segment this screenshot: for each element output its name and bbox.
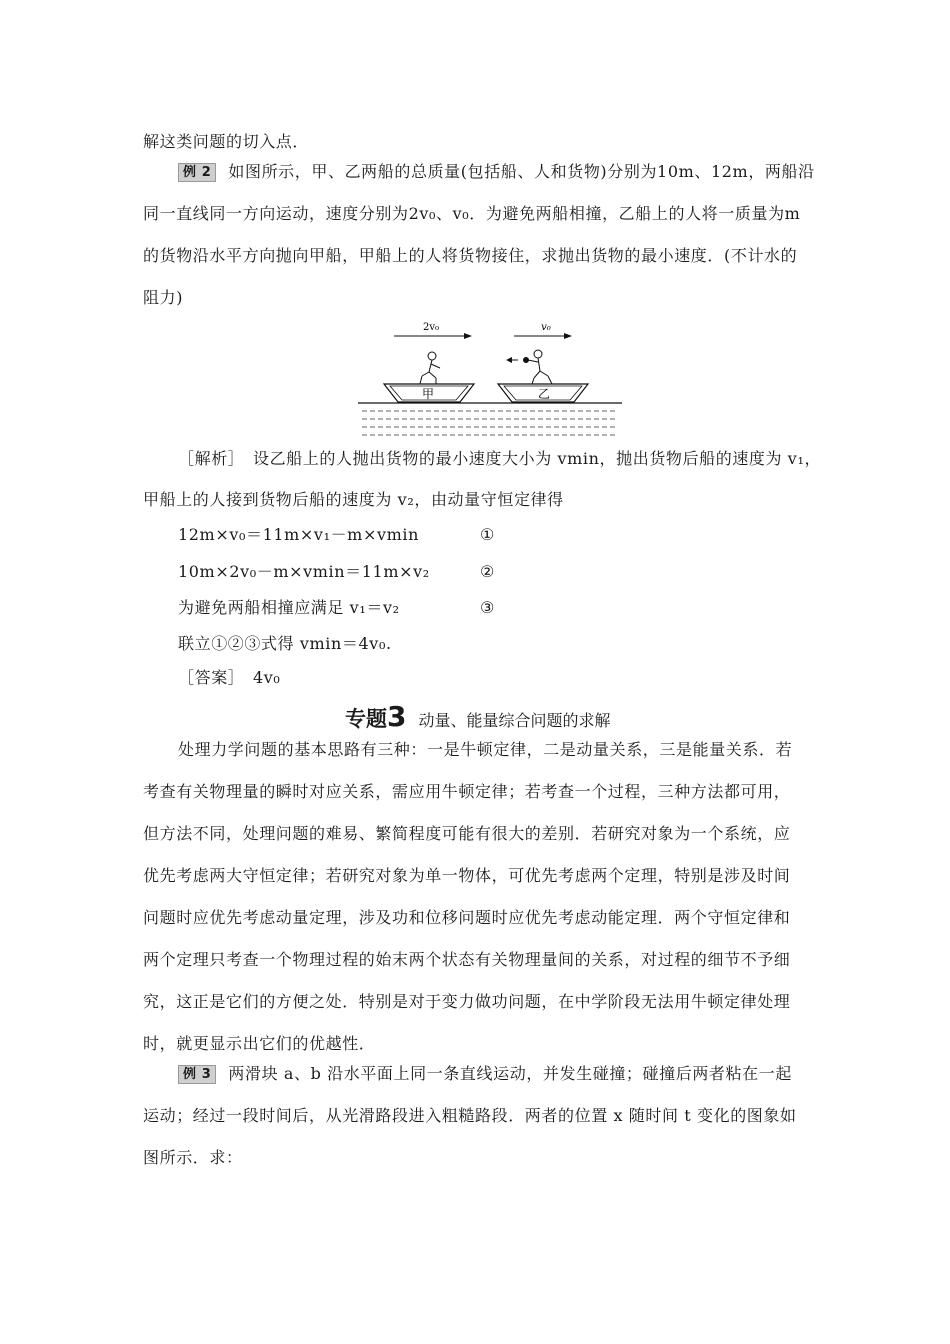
equation-3-number: ③ [480,598,495,617]
intro-tail: 解这类问题的切入点． [143,132,310,151]
equation-1-number: ① [480,525,495,544]
boat-b-label: 乙 [537,387,551,401]
topic3-para-line-1: 处理力学问题的基本思路有三种：一是牛顿定律，二是动量关系，三是能量关系．若 [178,740,793,759]
topic3-para-line-4: 优先考虑两大守恒定律；若研究对象为单一物体，可优先考虑两个定理，特别是涉及时间 [143,866,791,885]
velocity-b-label: v₀ [541,322,551,333]
velocity-a-label: 2v₀ [422,322,440,333]
example3-line-2: 运动；经过一段时间后，从光滑路段进入粗糙路段．两者的位置 x 随时间 t 变化的图象如 [143,1106,797,1125]
topic3-para-line-2: 考查有关物理量的瞬时对应关系，需应用牛顿定律；若考查一个过程，三种方法都可用， [143,782,791,801]
equation-2: 10m×2v₀－m×vmin＝11m×v₂ [178,562,430,581]
equation-3: 为避免两船相撞应满足 v₁＝v₂ [178,598,400,617]
example2-line-2: 同一直线同一方向运动，速度分别为2v₀、v₀．为避免两船相撞，乙船上的人将一质量为m [143,204,801,223]
analysis-line-2: 甲船上的人接到货物后船的速度为 v₂，由动量守恒定律得 [143,490,564,509]
example2-line-4: 阻力) [143,288,184,307]
example3-badge: 例 3 [178,1065,216,1084]
answer: ［答案］ 4v₀ [178,668,281,687]
topic3-para-line-3: 但方法不同，处理问题的难易、繁简程度可能有很大的差别．若研究对象为一个系统，应 [143,824,791,843]
example2-badge: 例 2 [178,163,216,182]
example2-line-1: 例 2 如图所示，甲、乙两船的总质量(包括船、人和货物)分别为10m、12m，两船沿 [178,162,815,182]
example2-line-3: 的货物沿水平方向抛向甲船，甲船上的人将货物接住，求抛出货物的最小速度．(不计水的 [143,246,798,265]
boats-figure [356,318,626,444]
topic3-title: 专题3 [345,700,407,733]
topic3-para-line-8: 时，就更显示出它们的优越性． [143,1034,376,1053]
equation-2-number: ② [480,562,495,581]
topic3-para-line-6: 两个定理只考查一个物理过程的始末两个状态有关物理量间的关系，对过程的细节不予细 [143,950,791,969]
topic3-heading [345,700,611,733]
topic3-para-line-5: 问题时应优先考虑动量定理，涉及功和位移问题时应优先考虑动能定理．两个守恒定律和 [143,908,791,927]
combine-result: 联立①②③式得 vmin＝4v₀. [178,634,392,653]
analysis-line-1: ［解析］ 设乙船上的人抛出货物的最小速度大小为 vmin，抛出货物后船的速度为 v₁， [178,449,822,468]
topic3-subtitle: 动量、能量综合问题的求解 [418,711,611,730]
boat-a-label: 甲 [421,387,435,401]
equation-1: 12m×v₀＝11m×v₁－m×vmin [178,525,419,544]
topic3-para-line-7: 究，这正是它们的方便之处．特别是对于变力做功问题，在中学阶段无法用牛顿定律处理 [143,992,791,1011]
example3-line-1: 例 3 两滑块 a、b 沿水平面上同一条直线运动，并发生碰撞；碰撞后两者粘在一起 [178,1064,792,1084]
example3-line-3: 图所示．求： [143,1148,243,1167]
